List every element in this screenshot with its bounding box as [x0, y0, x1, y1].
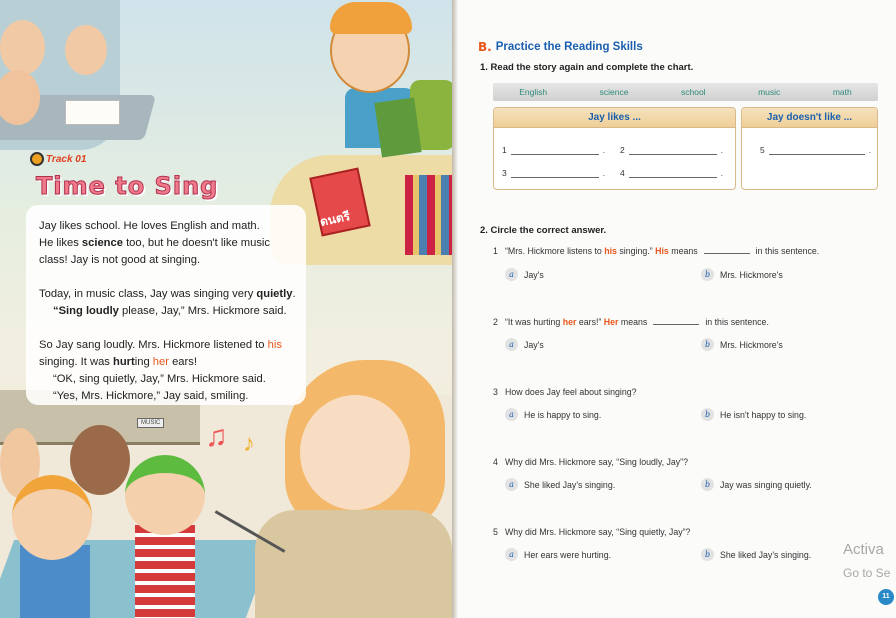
- option-b-icon: b: [701, 268, 714, 281]
- option-a-icon: a: [505, 408, 518, 421]
- story-line: So Jay sang loudly. Mrs. Hickmore listened to his: [39, 339, 282, 351]
- jay-hair-illustration: [330, 2, 412, 34]
- blank-1[interactable]: 1 .: [502, 145, 605, 155]
- story-line: “Sing loudly please, Jay,” Mrs. Hickmore said.: [53, 305, 287, 317]
- blank-2[interactable]: 2 .: [620, 145, 723, 155]
- jay-singing-illustration: [125, 455, 205, 535]
- story-line: “OK, sing quietly, Jay,” Mrs. Hickmore said.: [53, 373, 266, 385]
- word-bank-item: music: [758, 87, 781, 97]
- answer-option[interactable]: b Jay was singing quietly.: [701, 478, 812, 491]
- question-1: 1 “Mrs. Hickmore listens to his singing.” His means in this sentence.: [493, 246, 820, 256]
- section-heading: [478, 40, 643, 54]
- jay-striped-shirt-illustration: [135, 525, 195, 618]
- section-letter: B.: [478, 40, 492, 54]
- question-2: 2 “It was hurting her ears!” Her means in this sentence.: [493, 317, 769, 327]
- open-book-illustration: [65, 100, 120, 125]
- dislikes-chart: [741, 107, 878, 190]
- story-line: class! Jay is not good at singing.: [39, 254, 201, 266]
- option-b-icon: b: [701, 478, 714, 491]
- answer-option[interactable]: b She liked Jay's singing.: [701, 548, 811, 561]
- student-illustration: [12, 475, 92, 560]
- answer-option[interactable]: b Mrs. Hickmore's: [701, 268, 783, 281]
- likes-header: Jay likes ...: [494, 108, 735, 128]
- audio-track[interactable]: [30, 152, 86, 166]
- question-4: 4 Why did Mrs. Hickmore say, “Sing loudly, Jay”?: [493, 457, 688, 467]
- word-bank-item: science: [599, 87, 629, 97]
- english-book-illustration: [374, 97, 421, 157]
- answer-option[interactable]: a She liked Jay's singing.: [505, 478, 615, 491]
- question-3: 3 How does Jay feel about singing?: [493, 387, 637, 397]
- answer-option[interactable]: a Her ears were hurting.: [505, 548, 611, 561]
- activation-watermark: Activa: [843, 541, 884, 558]
- page-number: 11: [878, 589, 894, 605]
- option-b-icon: b: [701, 408, 714, 421]
- answer-option[interactable]: a Jay's: [505, 268, 544, 281]
- activation-watermark-sub: Go to Se: [843, 566, 891, 580]
- story-line: He likes science too, but he doesn't like music: [39, 237, 271, 249]
- music-sign: MUSIC: [137, 418, 164, 428]
- story-line: singing. It was hurting her ears!: [39, 356, 197, 368]
- story-paragraph-2: [39, 286, 309, 320]
- word-bank-item: school: [681, 87, 706, 97]
- option-a-icon: a: [505, 338, 518, 351]
- story-paragraph-1: [39, 218, 309, 269]
- option-b-icon: b: [701, 548, 714, 561]
- music-book-label: ดนตรี: [318, 209, 352, 230]
- answer-option[interactable]: a He is happy to sing.: [505, 408, 601, 421]
- option-b-icon: b: [701, 338, 714, 351]
- option-a-icon: a: [505, 268, 518, 281]
- headphones-icon: [30, 152, 44, 166]
- student-illustration: [70, 425, 130, 495]
- blank-4[interactable]: 4 .: [620, 168, 723, 178]
- student-illustration: [0, 20, 45, 75]
- instruction-2: 2. Circle the correct answer.: [480, 225, 607, 236]
- blank-5[interactable]: 5 .: [760, 145, 871, 155]
- word-bank-item: math: [832, 87, 852, 97]
- track-label: Track 01: [46, 153, 87, 165]
- word-bank-item: English: [519, 87, 548, 97]
- teacher-face-illustration: [300, 395, 410, 510]
- answer-option[interactable]: a Jay's: [505, 338, 544, 351]
- section-title: Practice the Reading Skills: [495, 41, 643, 53]
- instruction-1: 1. Read the story again and complete the chart.: [480, 62, 694, 73]
- likes-chart: [493, 107, 736, 190]
- story-line: Jay likes school. He loves English and math.: [39, 220, 260, 232]
- dislikes-header: Jay doesn't like ...: [742, 108, 877, 128]
- music-note-icon: ♫: [205, 420, 228, 453]
- story-title: Time to Sing: [36, 172, 219, 200]
- word-bank: [493, 83, 878, 101]
- story-line: “Yes, Mrs. Hickmore,” Jay said, smiling.: [53, 390, 249, 402]
- option-a-icon: a: [505, 548, 518, 561]
- option-a-icon: a: [505, 478, 518, 491]
- books-stack-illustration: [405, 175, 452, 255]
- story-paragraph-3: [39, 337, 309, 405]
- right-page: [458, 0, 896, 618]
- answer-option[interactable]: b He isn't happy to sing.: [701, 408, 806, 421]
- question-5: 5 Why did Mrs. Hickmore say, “Sing quietly, Jay”?: [493, 527, 691, 537]
- answer-option[interactable]: b Mrs. Hickmore's: [701, 338, 783, 351]
- story-line: Today, in music class, Jay was singing very quietly.: [39, 288, 296, 300]
- music-note-icon: ♪: [243, 430, 255, 457]
- teacher-body-illustration: [255, 510, 452, 618]
- blank-3[interactable]: 3 .: [502, 168, 605, 178]
- student-illustration: [65, 25, 107, 75]
